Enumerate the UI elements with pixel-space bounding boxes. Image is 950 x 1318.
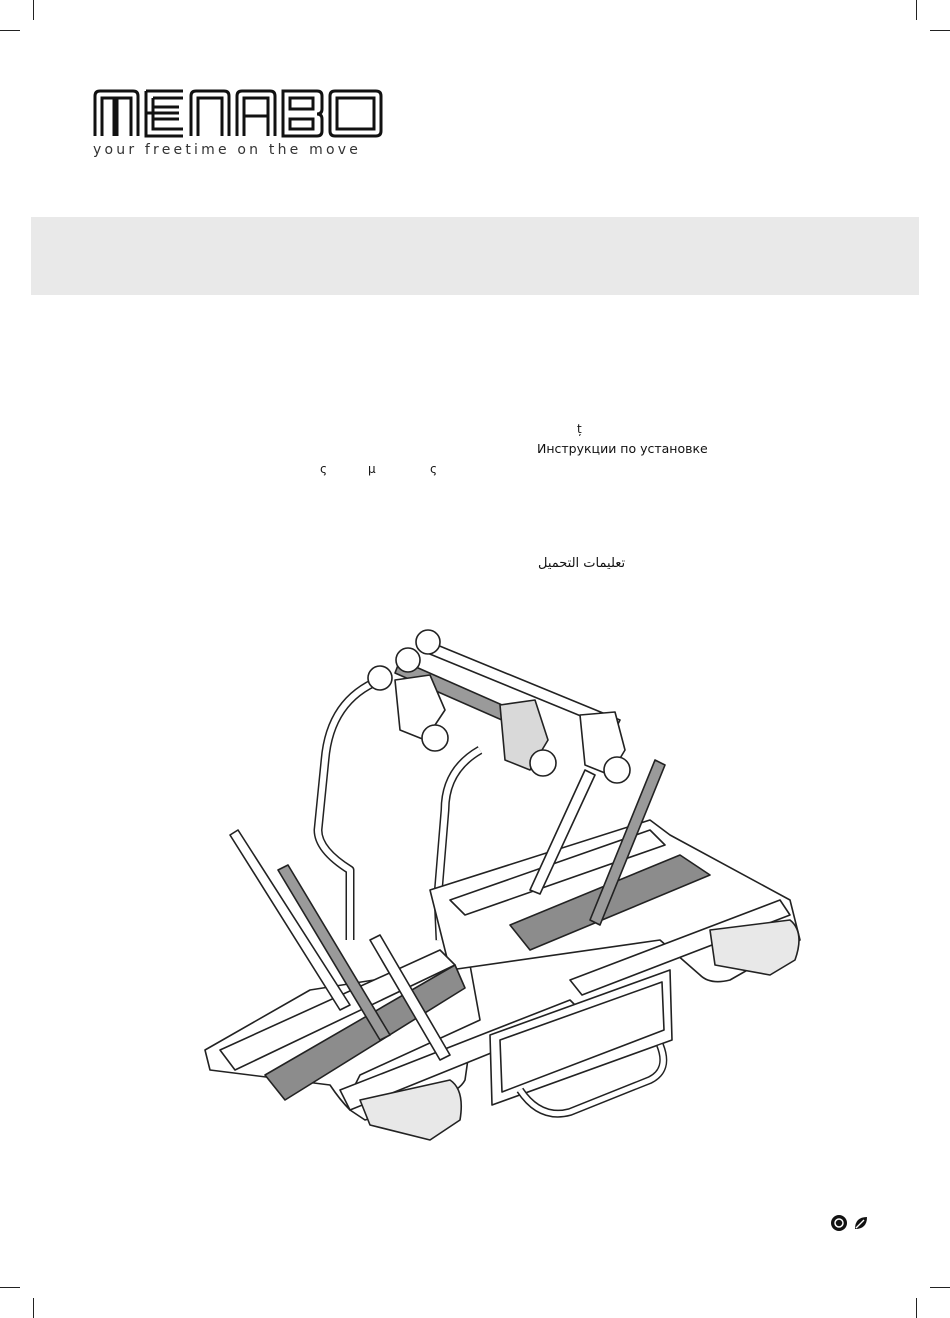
ar-loading-instructions: تعليمات التحميل: [538, 556, 626, 571]
el-fragment-3: ς: [430, 462, 438, 476]
eco-leaf-icon: [852, 1214, 870, 1232]
crop-mark: [916, 1298, 917, 1318]
crop-mark: [0, 1287, 20, 1288]
brand-tagline: your freetime on the move: [93, 142, 362, 158]
crop-mark: [33, 1298, 34, 1318]
recycle-icon: [830, 1214, 848, 1232]
crop-mark: [930, 30, 950, 31]
el-fragment-1: ς: [320, 462, 328, 476]
ru-installation-instructions: Инструкции по установке: [537, 441, 708, 456]
bike-carrier-illustration: [190, 620, 830, 1210]
title-band: [31, 217, 919, 295]
crop-mark: [33, 0, 34, 20]
el-fragment-2: μ: [368, 462, 376, 476]
crop-mark: [930, 1287, 950, 1288]
ro-fragment: ț: [577, 422, 582, 436]
crop-mark: [916, 0, 917, 20]
crop-mark: [0, 30, 20, 31]
